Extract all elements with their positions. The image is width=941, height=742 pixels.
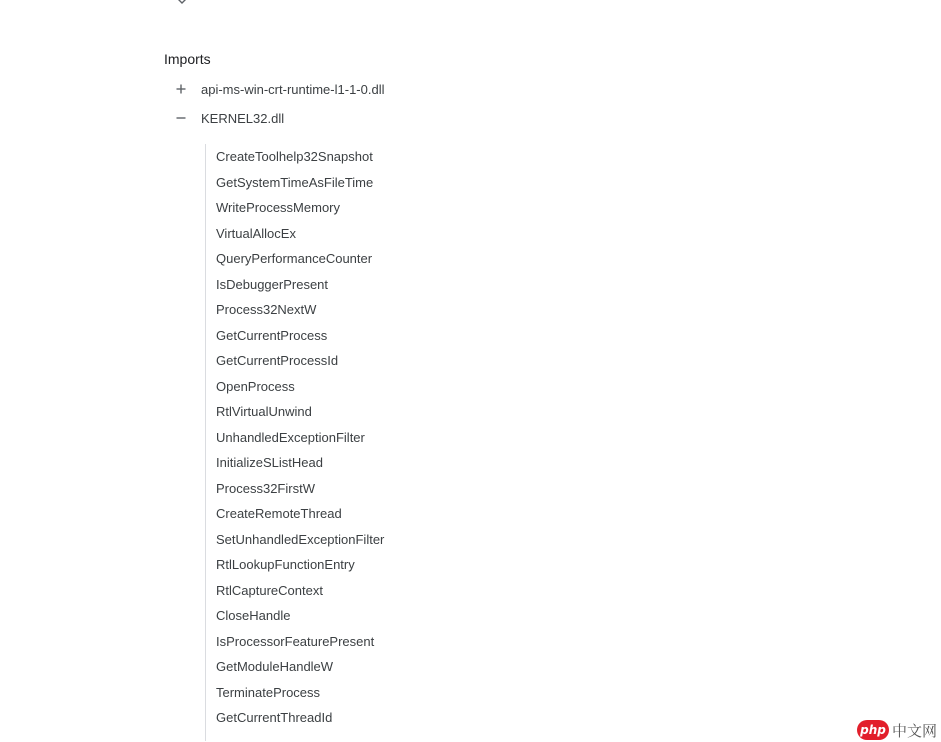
function-item: GetCurrentThreadId bbox=[216, 710, 333, 725]
function-item: VirtualAllocEx bbox=[216, 226, 296, 241]
function-item: Process32FirstW bbox=[216, 481, 315, 496]
watermark-logo bbox=[857, 718, 939, 742]
dll-item-api-ms-win-crt-runtime[interactable] bbox=[174, 79, 384, 99]
imports-heading: Imports bbox=[164, 51, 211, 67]
function-item: Process32NextW bbox=[216, 302, 317, 317]
function-item: GetCurrentProcessId bbox=[216, 353, 339, 368]
function-item: RtlLookupFunctionEntry bbox=[216, 557, 355, 572]
watermark-text: 中文网 bbox=[892, 721, 938, 740]
function-item: CloseHandle bbox=[216, 608, 291, 623]
function-item: RtlVirtualUnwind bbox=[216, 404, 312, 419]
function-item: SetUnhandledExceptionFilter bbox=[216, 532, 385, 547]
function-item: InitializeSListHead bbox=[216, 455, 323, 470]
function-item: CreateRemoteThread bbox=[216, 506, 342, 521]
function-item: CreateToolhelp32Snapshot bbox=[216, 149, 373, 164]
function-item: QueryPerformanceCounter bbox=[216, 251, 373, 266]
function-item: OpenProcess bbox=[216, 379, 295, 394]
minus-icon[interactable] bbox=[174, 111, 188, 125]
function-item: UnhandledExceptionFilter bbox=[216, 430, 365, 445]
function-item: GetSystemTimeAsFileTime bbox=[216, 175, 374, 190]
function-item: TerminateProcess bbox=[216, 685, 321, 700]
dll-name: KERNEL32.dll bbox=[201, 110, 285, 126]
function-item: RtlCaptureContext bbox=[216, 583, 323, 598]
dll-item-kernel32[interactable] bbox=[174, 108, 284, 128]
dll-name: api-ms-win-crt-runtime-l1-1-0.dll bbox=[201, 81, 385, 97]
function-item: GetCurrentProcess bbox=[216, 328, 328, 343]
chevron-down-icon[interactable] bbox=[175, 0, 189, 7]
plus-icon[interactable] bbox=[174, 82, 188, 96]
function-item: IsDebuggerPresent bbox=[216, 277, 329, 292]
function-item: GetModuleHandleW bbox=[216, 659, 334, 674]
function-item: IsProcessorFeaturePresent bbox=[216, 634, 375, 649]
function-item: WriteProcessMemory bbox=[216, 200, 341, 215]
kernel32-function-list bbox=[205, 144, 506, 741]
watermark-badge: php bbox=[857, 720, 889, 740]
